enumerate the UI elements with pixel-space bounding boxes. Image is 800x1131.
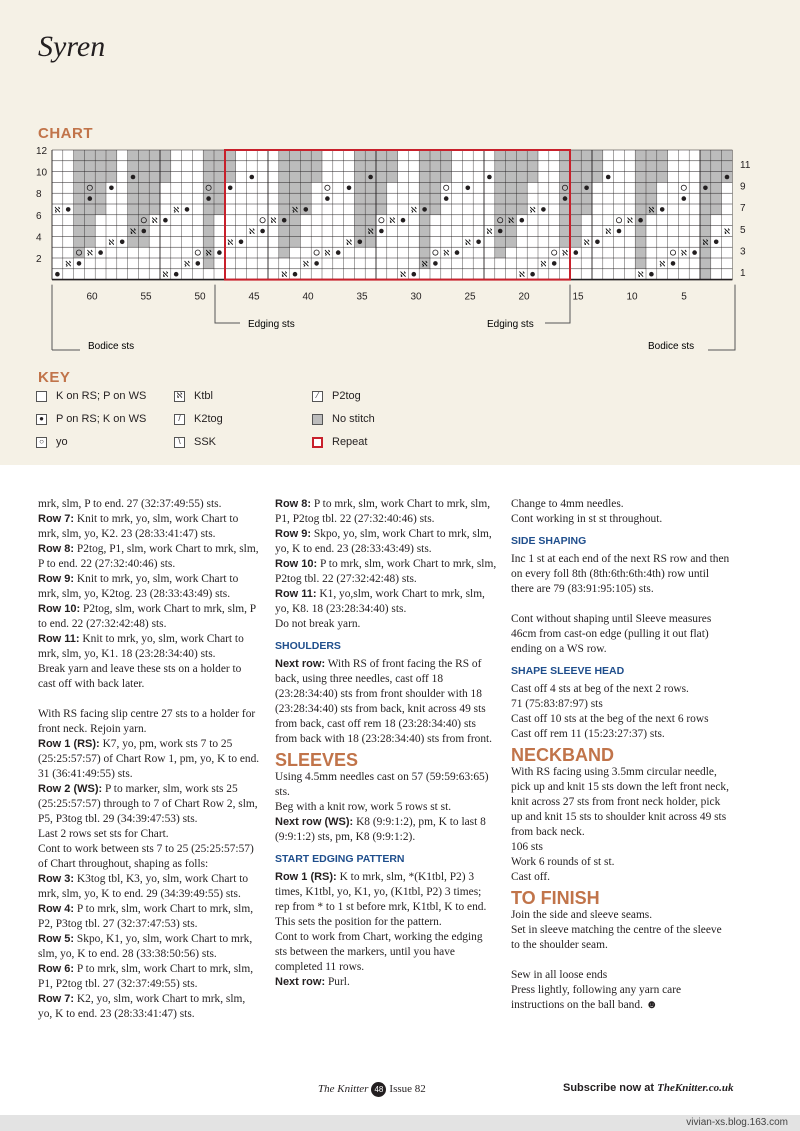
edging-label-right: Edging sts: [487, 319, 534, 330]
column-label: 50: [194, 291, 206, 303]
ktbl-symbol: ℵ: [529, 205, 536, 215]
ktbl-symbol: ℵ: [410, 205, 417, 215]
row-instruction: Row 1 (RS): K to mrk, slm, *(K1tbl, P2) 3 times, K1tbl, yo, K1, yo, (K1tbl, P2) 3 times; rep from * to 1 st before mrk, K1tbl, K to end.: [275, 871, 487, 913]
purl-dot: [433, 261, 438, 266]
dot-icon: ●: [36, 414, 47, 425]
purl-dot: [606, 175, 611, 180]
no-stitch-cell: [419, 247, 430, 258]
row-instruction: Next row: Purl.: [275, 976, 350, 988]
no-stitch-cell: [700, 226, 711, 237]
no-stitch-cell: [495, 182, 527, 193]
purl-dot: [293, 272, 298, 277]
bracket-line: [215, 285, 240, 323]
purl-dot: [142, 229, 147, 234]
purl-dot: [530, 272, 535, 277]
ktbl-symbol: ℵ: [724, 227, 730, 236]
row-instruction: Row 2 (WS): P to marker, slm, work sts 25 (25:25:57:57) through to 7 of Chart Row 2, slm, P5, P3tog tbl. 29 (34:39:47:53) sts.: [38, 783, 258, 825]
purl-dot: [703, 186, 708, 191]
purl-dot: [98, 250, 103, 255]
purl-dot: [304, 207, 309, 212]
ktbl-symbol: ℵ: [464, 237, 471, 247]
purl-dot: [174, 272, 179, 277]
row-label-right: 11: [740, 160, 751, 171]
text-column-2: Row 8: P to mrk, slm, work Chart to mrk, slm, P1, P2tog tbl. 22 (27:32:40:46) sts. Row 9: Skpo, yo, slm, work Chart to mrk, slm, yo, K to end. 23 (28:33:43:49) sts. Row 10: P to mrk, slm, work Chart to mrk, slm, P2tog tbl. 22 (27:32:42:48) sts. Row 11: K1, yo,slm, work Chart to mrk, slm, yo, K8. 18 (23:28:34:40) sts. Do not break yarn. SHOULDERS Next row: With RS of front facing the RS of back, using three needles, cast off 18 (23:28:34:40) sts from front shoulder with 18 (23:28:34:40) sts from back, knit across 49 sts from back, cast off rem 18 (23:28:34:40) sts from back with 18 (23:28:34:40) sts from front. SLEEVES Using 4.5mm needles cast on 57 (59:59:63:65) sts. Beg with a knit row, work 5 rows st st. Next row (WS): K8 (9:9:1:2), pm, K to last 8 (9:9:1:2) sts, pm, K8 (9:9:1:2). START EDGING PATTERN Row 1 (RS): K to mrk, slm, *(K1tbl, P2) 3 times, K1tbl, yo, K1, yo, (K1tbl, P2) 3 times; rep from * to 1 st before mrk, K1tbl, K to end. This sets the position for the pattern. Cont to work from Chart, working the edging sts between the markers, until you have completed 11 rows. Next row: Purl.: [275, 498, 497, 988]
no-stitch-cell: [560, 204, 592, 215]
key-heading: KEY: [38, 369, 71, 386]
no-stitch-cell: [354, 193, 386, 204]
purl-dot: [185, 207, 190, 212]
bodice-label-left: Bodice sts: [88, 341, 135, 352]
no-stitch-cell: [700, 258, 711, 269]
purl-dot: [196, 261, 201, 266]
ktbl-symbol: ℵ: [346, 237, 352, 247]
purl-dot: [55, 272, 60, 277]
no-stitch-cell: [203, 172, 235, 183]
row-label-left: 12: [36, 146, 48, 157]
purl-dot: [336, 250, 341, 255]
edging-heading: START EDGING PATTERN: [275, 853, 405, 865]
row-instruction: Row 4: P to mrk, slm, work Chart to mrk, slm, P2, P3tog tbl. 27 (32:37:47:53) sts.: [38, 903, 254, 930]
ktbl-symbol: ℵ: [173, 205, 180, 215]
purl-dot: [520, 218, 525, 223]
no-stitch-cell: [203, 236, 214, 247]
ktbl-symbol: ℵ: [130, 227, 136, 236]
purl-dot: [476, 240, 481, 245]
row-instruction: Row 3: K3tog tbl, K3, yo, slm, work Chart to mrk, slm, yo, K to end. 29 (34:39:49:55) sts.: [38, 873, 249, 900]
row-instruction: Next row (WS): K8 (9:9:1:2), pm, K to last 8 (9:9:1:2) sts, pm, K8 (9:9:1:2).: [275, 816, 486, 843]
no-stitch-cell: [635, 226, 646, 237]
no-stitch-cell: [700, 269, 711, 280]
ktbl-symbol: ℵ: [54, 205, 61, 215]
repeat-icon: [312, 437, 323, 448]
purl-dot: [714, 240, 719, 245]
purl-dot: [660, 207, 665, 212]
purl-dot: [725, 175, 730, 180]
site-link[interactable]: TheKnitter.co.uk: [657, 1082, 734, 1094]
no-stitch-cell: [495, 247, 506, 258]
row-instruction: Row 10: P2tog, slm, work Chart to mrk, slm, P to end. 22 (27:32:42:48) sts.: [38, 603, 256, 630]
k2tog-icon: /: [174, 414, 185, 425]
no-stitch-icon: [312, 414, 323, 425]
purl-dot: [563, 196, 568, 201]
ktbl-symbol: ℵ: [659, 259, 666, 269]
purl-dot: [314, 261, 319, 266]
no-stitch-cell: [419, 226, 430, 237]
purl-dot: [239, 240, 244, 245]
purl-dot: [487, 175, 492, 180]
text-column-3: Change to 4mm needles. Cont working in st st throughout. SIDE SHAPING Inc 1 st at each end of the next RS row and then on every foll 8th (8th:6th:6th:4th) row until there are 79 (83:91:95:105) sts. Cont without shaping until Sleeve measures 46cm from cast-on edge (pulling it out flat) ending on a WS row. SHAPE SLEEVE HEAD Cast off 4 sts at beg of the next 2 rows. 71 (75:83:87:97) sts Cast off 10 sts at the beg of the next 6 rows Cast off rem 11 (15:23:27:37) sts. NECKBAND With RS facing using 3.5mm circular needle, pick up and knit 15 sts down the left front neck, knit across 27 sts from front neck holder, pick up and knit 15 sts to shoulder knit across 49 sts from back neck. 106 sts Work 6 rounds of st st. Cast off. TO FINISH Join the side and sleeve seams. Set in sleeve matching the centre of the sleeve to the shoulder seam. Sew in all loose ends Press lightly, following any yarn care instructions on the ball band. ☻: [511, 498, 730, 1011]
no-stitch-cell: [419, 161, 451, 172]
no-stitch-cell: [495, 193, 527, 204]
column-label: 10: [626, 291, 638, 303]
no-stitch-cell: [203, 258, 214, 269]
knitting-chart: [0, 140, 800, 365]
no-stitch-cell: [203, 215, 214, 226]
ktbl-symbol: ℵ: [367, 227, 374, 236]
no-stitch-cell: [203, 150, 235, 161]
finish-heading: TO FINISH: [511, 888, 600, 908]
chart-heading: CHART: [38, 125, 93, 142]
bodice-label-right: Bodice sts: [648, 341, 695, 352]
no-stitch-cell: [635, 247, 646, 258]
purl-dot: [347, 186, 352, 191]
no-stitch-cell: [635, 161, 667, 172]
key-item-ssk: \ SSK: [174, 436, 216, 448]
ktbl-symbol: ℵ: [648, 205, 655, 215]
ktbl-symbol: ℵ: [248, 227, 255, 236]
ktbl-symbol: ℵ: [324, 248, 331, 258]
watermark: vivian-xs.blog.163.com: [686, 1117, 788, 1128]
purl-dot: [368, 175, 373, 180]
ktbl-symbol: ℵ: [302, 259, 309, 269]
ktbl-symbol: ℵ: [65, 259, 72, 269]
no-stitch-cell: [203, 226, 214, 237]
no-stitch-cell: [700, 215, 711, 226]
row-instruction: Row 11: K1, yo,slm, work Chart to mrk, slm, yo, K8. 18 (23:28:34:40) sts.: [275, 588, 485, 615]
no-stitch-cell: [700, 161, 732, 172]
no-stitch-cell: [354, 204, 386, 215]
purl-dot: [498, 229, 503, 234]
key-item-purl: ● P on RS; K on WS: [36, 413, 146, 425]
ktbl-symbol: ℵ: [389, 216, 396, 226]
side-shaping-heading: SIDE SHAPING: [511, 535, 587, 547]
purl-dot: [131, 175, 136, 180]
no-stitch-cell: [635, 258, 646, 269]
ktbl-symbol: ℵ: [281, 270, 288, 280]
purl-dot: [671, 261, 676, 266]
ktbl-symbol: ℵ: [184, 259, 190, 269]
key-item-knit: K on RS; P on WS: [36, 390, 146, 402]
row-label-left: 10: [36, 167, 48, 179]
column-label: 35: [356, 291, 368, 303]
p2tog-icon: ⁄: [312, 391, 323, 402]
row-instruction: Next row: With RS of front facing the RS of back, using three needles, cast off 18 (23:28:34:40) sts from front shoulder with 18 (23:28:34:40) sts from back, knit across 49 sts from back, cast off rem 18 (23:28:34:40) sts from back with 18 (23:28:34:40) sts from front.: [275, 658, 493, 745]
purl-dot: [260, 229, 265, 234]
sleeves-heading: SLEEVES: [275, 750, 359, 770]
row-instruction: Row 11: Knit to mrk, yo, slm, work Chart to mrk, slm, yo, K1. 18 (23:28:34:40) sts.: [38, 633, 244, 660]
row-label-left: 4: [36, 232, 42, 244]
column-label: 45: [248, 291, 260, 303]
purl-dot: [109, 186, 114, 191]
row-instruction: Row 5: Skpo, K1, yo, slm, work Chart to mrk, slm, yo, K to end. 28 (33:38:50:56) sts.: [38, 933, 253, 960]
column-label: 5: [681, 291, 687, 303]
ktbl-symbol: ℵ: [162, 270, 169, 280]
no-stitch-cell: [635, 172, 667, 183]
row-instruction: Row 1 (RS): K7, yo, pm, work sts 7 to 25 (25:25:57:57) of Chart Row 1, pm, yo, K to end. 31 (36:41:49:55) sts.: [38, 738, 260, 780]
purl-dot: [217, 250, 222, 255]
purl-dot: [455, 250, 460, 255]
no-stitch-cell: [279, 182, 311, 193]
column-label: 60: [86, 291, 98, 303]
purl-dot: [66, 207, 71, 212]
column-label: 40: [302, 291, 314, 303]
purl-dot: [325, 196, 330, 201]
column-label: 20: [518, 291, 530, 303]
purl-dot: [682, 196, 687, 201]
column-label: 25: [464, 291, 476, 303]
footer-issue: The Knitter 48 Issue 82: [318, 1083, 426, 1095]
row-instruction: Row 9: Knit to mrk, yo, slm, work Chart to mrk, slm, yo, K2tog. 23 (28:33:43:49) sts.: [38, 573, 239, 600]
ktbl-symbol: ℵ: [270, 216, 277, 226]
key-item-ktbl: ℵ Ktbl: [174, 390, 213, 402]
ktbl-symbol: ℵ: [108, 237, 115, 247]
no-stitch-cell: [74, 247, 85, 258]
purl-dot: [638, 218, 643, 223]
ktbl-icon: ℵ: [174, 391, 185, 402]
row-instruction: Row 7: K2, yo, slm, work Chart to mrk, slm, yo, K to end. 23 (28:33:41:47) sts.: [38, 993, 246, 1020]
no-stitch-cell: [128, 193, 160, 204]
no-stitch-cell: [128, 182, 160, 193]
row-instruction: Row 10: P to mrk, slm, work Chart to mrk, slm, P2tog tbl. 22 (27:32:42:48) sts.: [275, 558, 497, 585]
ssk-icon: \: [174, 437, 185, 448]
row-instruction: Row 8: P to mrk, slm, work Chart to mrk, slm, P1, P2tog tbl. 22 (27:32:40:46) sts.: [275, 498, 491, 525]
row-instruction: Row 7: Knit to mrk, yo, slm, work Chart to mrk, slm, yo, K2. 23 (28:33:41:47) sts.: [38, 513, 239, 540]
no-stitch-cell: [74, 204, 106, 215]
ktbl-symbol: ℵ: [518, 270, 525, 280]
row-label-right: 9: [740, 181, 746, 193]
purl-dot: [163, 218, 168, 223]
purl-dot: [77, 261, 82, 266]
ktbl-symbol: ℵ: [486, 227, 493, 236]
column-label: 15: [572, 291, 584, 303]
row-label-left: 2: [36, 254, 42, 265]
edging-label-left: Edging sts: [248, 319, 295, 330]
no-stitch-cell: [419, 150, 451, 161]
purl-dot: [120, 240, 125, 245]
no-stitch-cell: [700, 150, 732, 161]
bracket-line: [545, 285, 570, 323]
bracket-line: [708, 285, 735, 350]
watermark-bar: [0, 1115, 800, 1131]
purl-dot: [649, 272, 654, 277]
purl-dot: [379, 229, 384, 234]
no-stitch-cell: [635, 150, 667, 161]
key-item-repeat: Repeat: [312, 436, 367, 448]
ktbl-symbol: ℵ: [605, 227, 612, 236]
purl-dot: [250, 175, 255, 180]
purl-dot: [541, 207, 546, 212]
row-label-right: 3: [740, 246, 746, 258]
ktbl-symbol: ℵ: [86, 248, 93, 258]
purl-dot: [444, 196, 449, 201]
purl-dot: [692, 250, 697, 255]
page-title: Syren: [38, 30, 106, 63]
ktbl-symbol: ℵ: [540, 259, 547, 269]
purl-dot: [595, 240, 600, 245]
row-instruction: Row 8: P2tog, P1, slm, work Chart to mrk, slm, P to end. 22 (27:32:40:46) sts.: [38, 543, 259, 570]
no-stitch-cell: [635, 236, 646, 247]
shoulders-heading: SHOULDERS: [275, 640, 341, 652]
purl-dot: [412, 272, 417, 277]
purl-dot: [422, 207, 427, 212]
row-instruction: Row 9: Skpo, yo, slm, work Chart to mrk, slm, yo, K to end. 23 (28:33:43:49) sts.: [275, 528, 492, 555]
ktbl-symbol: ℵ: [400, 270, 406, 280]
key-item-p2tog: ⁄ P2tog: [312, 390, 361, 402]
row-label-left: 8: [36, 189, 42, 201]
yo-circle-icon: ○: [36, 437, 47, 448]
ktbl-symbol: ℵ: [680, 248, 687, 258]
no-stitch-cell: [279, 193, 311, 204]
ktbl-symbol: ℵ: [626, 216, 633, 226]
purl-dot: [552, 261, 557, 266]
no-stitch-cell: [203, 161, 235, 172]
chart-key: [36, 390, 736, 460]
purl-dot: [401, 218, 406, 223]
column-label: 55: [140, 291, 152, 303]
sleeve-head-heading: SHAPE SLEEVE HEAD: [511, 665, 625, 677]
ktbl-symbol: ℵ: [508, 216, 514, 226]
row-label-left: 6: [36, 210, 42, 222]
ktbl-symbol: ℵ: [292, 205, 298, 215]
ktbl-symbol: ℵ: [583, 237, 590, 247]
ktbl-symbol: ℵ: [421, 259, 428, 269]
empty-square-icon: [36, 391, 47, 402]
purl-dot: [466, 186, 471, 191]
row-label-right: 5: [740, 224, 746, 236]
no-stitch-cell: [354, 182, 386, 193]
no-stitch-cell: [419, 172, 451, 183]
page-number: 48: [371, 1082, 386, 1097]
purl-dot: [88, 196, 93, 201]
purl-dot: [206, 196, 211, 201]
no-stitch-cell: [419, 215, 430, 226]
purl-dot: [584, 186, 589, 191]
no-stitch-cell: [128, 204, 160, 215]
purl-dot: [358, 240, 363, 245]
no-stitch-cell: [495, 204, 527, 215]
ktbl-symbol: ℵ: [562, 248, 568, 258]
ktbl-symbol: ℵ: [443, 248, 450, 258]
key-item-yo: ○ yo: [36, 436, 68, 448]
key-item-no-stitch: No stitch: [312, 413, 375, 425]
footer-subscribe: Subscribe now at TheKnitter.co.uk: [563, 1082, 734, 1094]
row-label-right: 7: [740, 203, 746, 215]
column-label: 30: [410, 291, 422, 303]
row-instruction: Row 6: P to mrk, slm, work Chart to mrk, slm, P1, P2tog tbl. 27 (32:37:49:55) sts.: [38, 963, 254, 990]
purl-dot: [282, 218, 287, 223]
ktbl-symbol: ℵ: [227, 237, 234, 247]
neckband-heading: NECKBAND: [511, 745, 614, 765]
text-column-1: mrk, slm, P to end. 27 (32:37:49:55) sts. Row 7: Knit to mrk, yo, slm, work Chart to mrk, slm, yo, K2. 23 (28:33:41:47) sts. Row 8: P2tog, P1, slm, work Chart to mrk, slm, P to end. 22 (27:32:40:46) sts. Row 9: Knit to mrk, yo, slm, work Chart to mrk, slm, yo, K2tog. 23 (28:33:43:49) sts. Row 10: P2tog, slm, work Chart to mrk, slm, P to end. 22 (27:32:42:48) sts. Row 11: Knit to mrk, yo, slm, work Chart to mrk, slm, yo, K1. 18 (23:28:34:40) sts. Break yarn and leave these sts on a holder to cast off with back later. With RS facing slip centre 27 sts to a holder for front neck. Rejoin yarn. Row 1 (RS): K7, yo, pm, work sts 7 to 25 (25:25:57:57) of Chart Row 1, pm, yo, K to end. 31 (36:41:49:55) sts. Row 2 (WS): P to marker, slm, work sts 25 (25:25:57:57) through to 7 of Chart Row 2, slm, P5, P3tog tbl. 29 (34:39:47:53) sts. Last 2 rows set sts for Chart. Cont to work between sts 7 to 25 (25:25:57:57) of Chart throughout, shaping as folls: Row 3: K3tog tbl, K3, yo, slm, work Chart to mrk, slm, yo, K to end. 29 (34:39:49:55) sts. Row 4: P to mrk, slm, work Chart to mrk, slm, P2, P3tog tbl. 27 (32:37:47:53) sts. Row 5: Skpo, K1, yo, slm, work Chart to mrk, slm, yo, K to end. 28 (33:38:50:56) sts. Row 6: P to mrk, slm, work Chart to mrk, slm, P1, P2tog tbl. 27 (32:37:49:55) sts. Row 7: K2, yo, slm, work Chart to mrk, slm, yo, K to end. 23 (28:33:41:47) sts.: [38, 498, 260, 1020]
ktbl-symbol: ℵ: [702, 237, 709, 247]
ktbl-symbol: ℵ: [637, 270, 644, 280]
no-stitch-cell: [279, 247, 290, 258]
purl-dot: [617, 229, 622, 234]
no-stitch-cell: [700, 247, 711, 258]
purl-dot: [574, 250, 579, 255]
no-stitch-cell: [74, 182, 106, 193]
key-item-k2tog: / K2tog: [174, 413, 223, 425]
row-label-right: 1: [740, 268, 746, 279]
purl-dot: [228, 186, 233, 191]
no-stitch-cell: [419, 236, 430, 247]
ktbl-symbol: ℵ: [151, 216, 158, 226]
ktbl-symbol: ℵ: [205, 248, 212, 258]
